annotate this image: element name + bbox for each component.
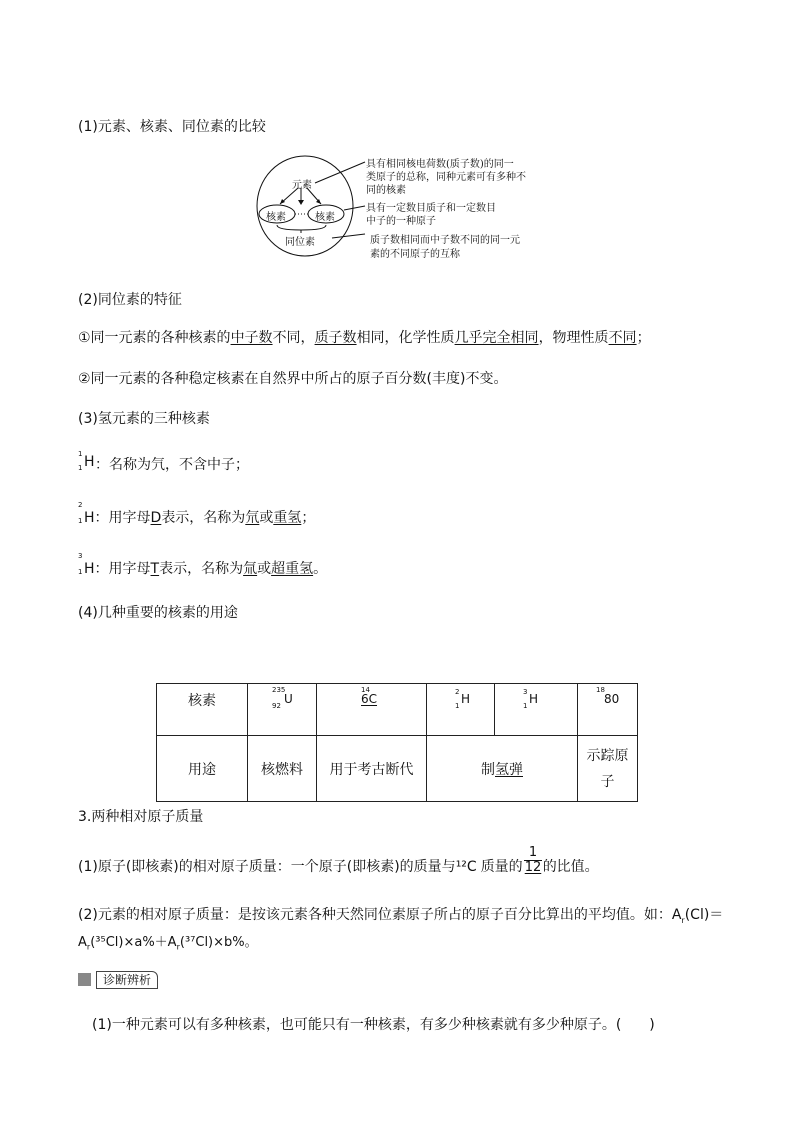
answer-hydrogen-bomb: 氢弹 <box>495 761 523 778</box>
text: (³⁵Cl)×a%＋A <box>90 935 177 950</box>
element-symbol: H <box>529 692 539 706</box>
text: ：用字母 <box>94 510 151 526</box>
atomic-number: 1 <box>78 517 83 525</box>
atomic-number: 1 <box>78 464 83 472</box>
relative-atomic-mass-element-line-1 <box>78 904 723 925</box>
diagram-element-label: 元素 <box>292 180 312 191</box>
diagram-isotope-label: 同位素 <box>285 237 315 248</box>
text: ； <box>636 330 651 346</box>
diagram-nuclide-left: 核素 <box>266 212 286 223</box>
text: A <box>78 935 87 950</box>
text: (Cl)＝ <box>684 907 724 923</box>
text: 表示，名称为 <box>159 561 244 577</box>
nuclide-u235 <box>248 684 317 736</box>
section-title-relative-atomic-mass: 3.两种相对原子质量 <box>78 809 204 825</box>
table-row-nuclides <box>157 684 638 736</box>
section-title-isotope-features: (2)同位素的特征 <box>78 292 182 308</box>
text: (2)元素的相对原子质量：是按该元素各种天然同位素原子所占的原子百分比算出的平均值。如：A <box>78 907 682 923</box>
mass-number: 235 <box>272 686 286 694</box>
text: 质量的 <box>480 859 523 875</box>
diagram-note-nuclide-2: 中子的一种原子 <box>366 216 436 227</box>
atomic-number: 1 <box>455 702 460 710</box>
element-symbol: H <box>84 561 95 577</box>
text: 示踪原子 <box>586 747 629 790</box>
answer-heavy-hydrogen: 重氢 <box>273 510 302 526</box>
text: 相同，化学性质 <box>356 330 455 346</box>
hydrogen-deuterium-line <box>78 501 578 531</box>
text: 或 <box>259 510 274 526</box>
table-row-uses <box>157 736 638 802</box>
diagram-note-isotope-2: 素的不同原子的互称 <box>370 249 460 260</box>
use-hydrogen-bomb <box>427 736 578 802</box>
answer-chemical-property: 几乎完全相同 <box>454 330 539 346</box>
answer-tritium: 氚 <box>243 561 258 577</box>
fraction-denominator: 12 <box>524 860 542 875</box>
question-1: (1)一种元素可以有多种核素，也可能只有一种核素，有多少种核素就有多少种原子。( ) <box>92 1017 655 1033</box>
mass-number: 2 <box>455 688 460 696</box>
nuclide-h2 <box>427 684 495 736</box>
diagram-note-element-2: 类原子的总称，同种元素可有多种不 <box>366 172 526 183</box>
atomic-number: 1 <box>78 568 83 576</box>
section-title-comparison: (1)元素、核素、同位素的比较 <box>78 119 266 135</box>
text: ①同一元素的各种核素的 <box>78 330 231 346</box>
fraction-numerator: 1 <box>528 845 538 860</box>
answer-physical-property: 不同 <box>608 330 637 346</box>
mass-number: 2 <box>78 501 83 509</box>
text: 表示，名称为 <box>161 510 246 526</box>
hydrogen-protium-line <box>78 450 578 478</box>
use-archaeology-dating: 用于考古断代 <box>317 736 427 802</box>
atomic-number: 1 <box>523 702 528 710</box>
tritium-text <box>84 558 327 578</box>
element-symbol: 80 <box>604 692 620 706</box>
diagram-nuclide-right: 核素 <box>315 212 335 223</box>
text: ，物理性质 <box>538 330 609 346</box>
deuterium-text <box>84 507 315 527</box>
protium-description: ：名称为氕，不含中子； <box>95 457 249 473</box>
use-tracer-atom <box>578 736 638 802</box>
nuclide-h3 <box>495 684 578 736</box>
element-symbol: 6C <box>361 692 378 706</box>
isotope-feature-line-2: ②同一元素的各种稳定核素在自然界中所占的原子百分数(丰度)不变。 <box>78 371 508 387</box>
nuclide-uses-table <box>156 683 638 802</box>
text: 不同， <box>272 330 315 346</box>
diagram-note-nuclide-1: 具有一定数目质子和一定数目 <box>366 203 496 214</box>
answer-superheavy-hydrogen: 超重氢 <box>271 561 314 577</box>
mass-number: 14 <box>361 686 370 694</box>
element-symbol: H <box>461 692 471 706</box>
nuclide-c14 <box>317 684 427 736</box>
element-symbol: H <box>84 510 95 526</box>
section-title-nuclide-uses: (4)几种重要的核素的用途 <box>78 605 238 621</box>
answer-letter-t: T <box>150 561 160 577</box>
section-marker-icon <box>78 973 91 986</box>
text: (³⁷Cl)×b%。 <box>179 935 258 950</box>
diagram-note-element-1: 具有相同核电荷数(质子数)的同一 <box>366 159 514 170</box>
text: ； <box>301 510 316 526</box>
table-header-nuclide: 核素 <box>157 684 248 736</box>
carbon-12: ¹²C <box>455 859 477 875</box>
subscript-r: r <box>86 942 91 952</box>
subscript-r: r <box>176 942 180 952</box>
diagnosis-header: 诊断辨析 <box>96 971 158 989</box>
mass-number: 1 <box>78 450 83 458</box>
relative-atomic-mass-nuclide <box>78 856 599 876</box>
element-symbol: U <box>284 692 293 706</box>
text: ：用字母 <box>94 561 151 577</box>
text: 制 <box>481 761 495 778</box>
text: 。 <box>313 561 328 577</box>
subscript-r: r <box>681 915 685 925</box>
answer-neutron-number: 中子数 <box>230 330 273 346</box>
answer-proton-number: 质子数 <box>314 330 357 346</box>
text: (1)原子(即核素)的相对原子质量：一个原子(即核素)的质量与 <box>78 859 456 875</box>
text: 的比值。 <box>542 859 599 875</box>
diagram-note-isotope-1: 质子数相同而中子数不同的同一元 <box>370 235 520 246</box>
answer-deuterium: 氘 <box>245 510 260 526</box>
mass-number: 3 <box>78 552 83 560</box>
table-header-use: 用途 <box>157 736 248 802</box>
fraction-one-twelfth <box>524 846 542 875</box>
mass-number: 3 <box>523 688 528 696</box>
diagram-note-element-3: 同的核素 <box>366 185 406 196</box>
isotope-feature-line-1 <box>78 327 651 347</box>
mass-number: 18 <box>596 686 605 694</box>
section-title-hydrogen: (3)氢元素的三种核素 <box>78 411 210 427</box>
relative-atomic-mass-element-line-2 <box>78 931 258 952</box>
text: 或 <box>257 561 272 577</box>
answer-letter-d: D <box>150 510 162 526</box>
atomic-number: 92 <box>272 702 281 710</box>
element-symbol: H <box>84 454 95 470</box>
use-nuclear-fuel: 核燃料 <box>248 736 317 802</box>
hydrogen-tritium-line <box>78 552 578 582</box>
nuclide-o18 <box>578 684 638 736</box>
